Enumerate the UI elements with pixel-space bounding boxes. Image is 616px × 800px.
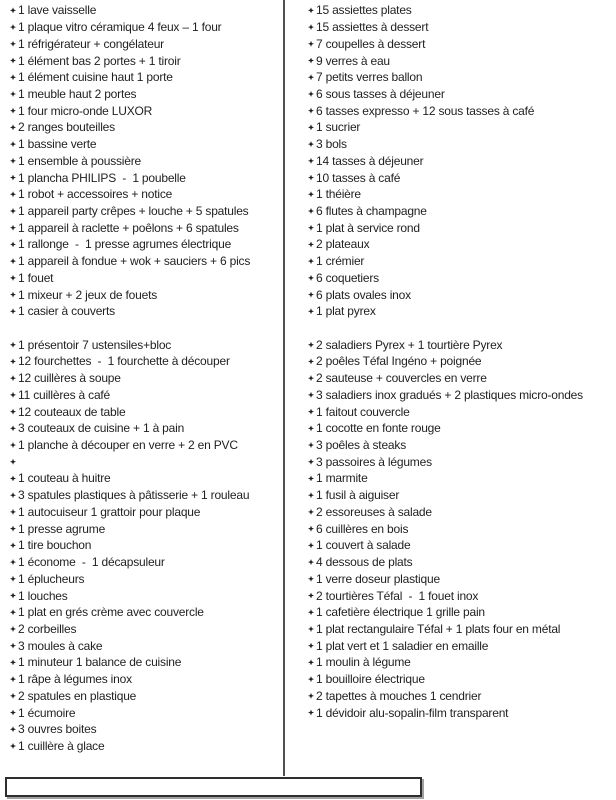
diamond-bullet-icon [10,409,16,415]
list-item-text: 1 ensemble à poussière [18,153,142,168]
diamond-bullet-icon [308,141,314,147]
list-item [10,286,283,303]
list-item-text: 1 couvert à salade [316,538,411,553]
diamond-bullet-icon [308,124,314,130]
list-item-text: 1 rallonge - 1 presse agrumes électrique [18,237,232,252]
list-item-text: 1 lave vaisselle [18,3,97,18]
list-item [308,453,615,470]
list-item-text: 1 cafetière électrique 1 grille pain [316,605,485,620]
list-item [10,370,283,387]
list-item [308,303,615,320]
list-item [10,453,283,470]
list-item [10,102,283,119]
list-item-text: 1 plat en grés crème avec couvercle [18,605,204,620]
list-item [308,102,615,119]
list-item [308,253,615,270]
diamond-bullet-icon [10,743,16,749]
list-item-text: 1 mixeur + 2 jeux de fouets [18,287,158,302]
list-item [308,370,615,387]
diamond-bullet-icon [308,526,314,532]
list-item-text: 1 minuteur 1 balance de cuisine [18,655,182,670]
column-divider-line [283,0,285,776]
diamond-bullet-icon [308,24,314,30]
list-item [308,186,615,203]
list-item [308,270,615,287]
list-item-text: 1 couteau à huitre [18,471,111,486]
list-item [10,236,283,253]
diamond-bullet-icon [10,659,16,665]
list-item-text: 6 cuillères en bois [316,521,409,536]
list-item [10,721,283,738]
diamond-bullet-icon [308,392,314,398]
list-item-text: 11 cuillères à café [18,387,111,402]
list-item-text: 1 plaque vitro céramique 4 feux – 1 four [18,20,222,35]
diamond-bullet-icon [308,559,314,565]
list-item [308,19,615,36]
diamond-bullet-icon [10,392,16,398]
list-item-text: 1 crémier [316,254,365,269]
list-item [10,504,283,521]
list-item-text: 1 fusil à aiguiser [316,488,400,503]
diamond-bullet-icon [308,7,314,13]
list-item [10,336,283,353]
diamond-bullet-icon [10,459,16,465]
inventory-list-left-column [10,2,283,754]
diamond-bullet-icon [10,41,16,47]
list-item [308,387,615,404]
list-item-text: 6 tasses expresso + 12 sous tasses à café [316,103,535,118]
diamond-bullet-icon [308,542,314,548]
list-item-text: 1 robot + accessoires + notice [18,187,173,202]
diamond-bullet-icon [10,425,16,431]
diamond-bullet-icon [308,41,314,47]
diamond-bullet-icon [308,108,314,114]
diamond-bullet-icon [308,258,314,264]
list-item [308,654,615,671]
list-item-text: 1 réfrigérateur + congélateur [18,36,164,51]
diamond-bullet-icon [10,526,16,532]
list-item-text: 15 assiettes plates [316,3,412,18]
diamond-bullet-icon [10,241,16,247]
list-item-text: 1 presse agrume [18,521,106,536]
list-item [308,152,615,169]
list-item [308,86,615,103]
list-item-text: 3 bols [316,137,347,152]
diamond-bullet-icon [10,191,16,197]
list-item-text: 1 appareil party crêpes + louche + 5 spatules [18,203,249,218]
list-item [308,353,615,370]
list-spacer [10,320,283,337]
diamond-bullet-icon [308,442,314,448]
list-item [10,2,283,19]
diamond-bullet-icon [10,559,16,565]
list-item [10,52,283,69]
list-item [308,537,615,554]
list-item [10,86,283,103]
inventory-list-right-column [308,2,615,721]
list-item-text: 1 louches [18,588,68,603]
list-item-text: 1 plancha PHILIPS - 1 poubelle [18,170,186,185]
diamond-bullet-icon [10,208,16,214]
list-item [308,554,615,571]
list-item-text: 2 ranges bouteilles [18,120,115,135]
list-item-text: 2 plateaux [316,237,370,252]
list-item [308,587,615,604]
list-item-text: 2 tourtières Téfal - 1 fouet inox [316,588,479,603]
diamond-bullet-icon [10,342,16,348]
list-item-text: 1 éplucheurs [18,571,85,586]
list-item-text: 1 économe - 1 décapsuleur [18,555,165,570]
list-item-text: 1 marmite [316,471,368,486]
list-item-text: 2 poêles Téfal Ingéno + poignée [316,354,482,369]
list-item [308,136,615,153]
empty-table-cell-box [5,777,422,797]
list-item [308,637,615,654]
diamond-bullet-icon [308,626,314,632]
diamond-bullet-icon [308,676,314,682]
list-item-text: 14 tasses à déjeuner [316,153,424,168]
list-item [10,704,283,721]
diamond-bullet-icon [10,58,16,64]
list-item-text: 3 couteaux de cuisine + 1 à pain [18,421,185,436]
diamond-bullet-icon [10,710,16,716]
list-item-text: 9 verres à eau [316,53,390,68]
list-item [308,704,615,721]
list-item-text: 12 couteaux de table [18,404,126,419]
list-item [10,554,283,571]
list-spacer [308,320,615,337]
list-item-text: 1 théière [316,187,361,202]
diamond-bullet-icon [10,576,16,582]
diamond-bullet-icon [308,58,314,64]
diamond-bullet-icon [308,208,314,214]
diamond-bullet-icon [308,643,314,649]
list-item-text: 3 ouvres boites [18,722,97,737]
list-item-text: 3 moules à cake [18,638,103,653]
list-item [10,587,283,604]
list-item-text: 1 présentoir 7 ustensiles+bloc [18,337,172,352]
diamond-bullet-icon [10,643,16,649]
list-item [308,671,615,688]
diamond-bullet-icon [10,175,16,181]
diamond-bullet-icon [10,258,16,264]
list-item [10,152,283,169]
diamond-bullet-icon [308,91,314,97]
list-item [10,169,283,186]
diamond-bullet-icon [308,191,314,197]
diamond-bullet-icon [308,308,314,314]
diamond-bullet-icon [308,375,314,381]
list-item-text: 1 cocotte en fonte rouge [316,421,441,436]
list-item [10,219,283,236]
diamond-bullet-icon [308,593,314,599]
diamond-bullet-icon [10,375,16,381]
list-item [10,621,283,638]
list-item-text: 1 plat vert et 1 saladier en emaille [316,638,489,653]
diamond-bullet-icon [10,492,16,498]
diamond-bullet-icon [308,693,314,699]
list-item-text: 6 plats ovales inox [316,287,411,302]
list-item [308,286,615,303]
list-item [308,504,615,521]
list-item-text: 7 petits verres ballon [316,70,423,85]
diamond-bullet-icon [10,693,16,699]
diamond-bullet-icon [308,241,314,247]
list-item-text: 1 râpe à légumes inox [18,672,132,687]
diamond-bullet-icon [308,492,314,498]
list-item [10,203,283,220]
diamond-bullet-icon [308,225,314,231]
list-item [308,219,615,236]
list-item [10,253,283,270]
diamond-bullet-icon [308,576,314,582]
list-item-text: 2 tapettes à mouches 1 cendrier [316,688,482,703]
list-item-text: 1 appareil à raclette + poêlons + 6 spatules [18,220,239,235]
list-item [10,537,283,554]
list-item [10,520,283,537]
diamond-bullet-icon [10,141,16,147]
diamond-bullet-icon [10,91,16,97]
list-item [308,35,615,52]
list-item [10,604,283,621]
list-item-text: 2 essoreuses à salade [316,504,432,519]
diamond-bullet-icon [308,710,314,716]
diamond-bullet-icon [10,108,16,114]
list-item [308,487,615,504]
list-item [308,470,615,487]
list-item [10,654,283,671]
list-item [10,69,283,86]
list-item [308,236,615,253]
list-item-text: 2 corbeilles [18,621,77,636]
list-item [10,19,283,36]
diamond-bullet-icon [10,292,16,298]
list-item [308,203,615,220]
list-item-text: 1 verre doseur plastique [316,571,440,586]
list-item-text: 15 assiettes à dessert [316,20,429,35]
list-item [308,570,615,587]
list-item-text: 1 casier à couverts [18,304,115,319]
diamond-bullet-icon [10,308,16,314]
list-item [308,69,615,86]
list-item [10,403,283,420]
list-item [10,437,283,454]
list-item-text: 3 spatules plastiques à pâtisserie + 1 rouleau [18,488,250,503]
list-item-text: 1 faitout couvercle [316,404,410,419]
list-item [308,687,615,704]
list-item-text: 6 sous tasses à déjeuner [316,86,445,101]
diamond-bullet-icon [10,726,16,732]
list-item-text: 3 passoires à légumes [316,454,432,469]
diamond-bullet-icon [308,158,314,164]
diamond-bullet-icon [10,676,16,682]
list-item [10,303,283,320]
list-item-text: 1 écumoire [18,705,76,720]
list-item-text: 1 fouet [18,270,54,285]
list-item [10,470,283,487]
list-item-text: 3 saladiers inox gradués + 2 plastiques micro-ondes [316,387,583,402]
list-item-text: 1 dévidoir alu-sopalin-film transparent [316,705,509,720]
list-item-text: 1 planche à découper en verre + 2 en PVC [18,438,238,453]
list-item [308,604,615,621]
diamond-bullet-icon [308,342,314,348]
diamond-bullet-icon [10,225,16,231]
list-item [10,570,283,587]
list-item-text: 1 bassine verte [18,137,97,152]
list-item [308,437,615,454]
list-item-text: 6 flutes à champagne [316,203,427,218]
diamond-bullet-icon [308,275,314,281]
diamond-bullet-icon [10,609,16,615]
diamond-bullet-icon [308,475,314,481]
list-item-text: 1 élément cuisine haut 1 porte [18,70,173,85]
list-item-text: 2 sauteuse + couvercles en verre [316,371,487,386]
list-item [308,403,615,420]
diamond-bullet-icon [308,409,314,415]
list-item [10,671,283,688]
list-item [10,387,283,404]
list-item-text: 1 tire bouchon [18,538,92,553]
list-item [308,420,615,437]
list-item-text: 1 appareil à fondue + wok + sauciers + 6 pics [18,254,251,269]
list-item-text: 1 bouilloire électrique [316,672,425,687]
list-item-text: 1 plat pyrex [316,304,376,319]
diamond-bullet-icon [308,74,314,80]
diamond-bullet-icon [10,475,16,481]
list-item-text: 1 élément bas 2 portes + 1 tiroir [18,53,181,68]
diamond-bullet-icon [308,175,314,181]
diamond-bullet-icon [308,459,314,465]
diamond-bullet-icon [10,74,16,80]
diamond-bullet-icon [308,659,314,665]
list-item-text: 1 plat à service rond [316,220,420,235]
list-item-text: 12 fourchettes - 1 fourchette à découper [18,354,230,369]
list-item [308,119,615,136]
diamond-bullet-icon [10,158,16,164]
list-item-text: 4 dessous de plats [316,555,413,570]
list-item-text: 1 sucrier [316,120,361,135]
diamond-bullet-icon [10,626,16,632]
diamond-bullet-icon [10,358,16,364]
diamond-bullet-icon [308,609,314,615]
list-item-text: 7 coupelles à dessert [316,36,426,51]
diamond-bullet-icon [10,7,16,13]
diamond-bullet-icon [10,24,16,30]
diamond-bullet-icon [308,509,314,515]
diamond-bullet-icon [10,509,16,515]
list-item [10,35,283,52]
diamond-bullet-icon [308,292,314,298]
list-item-text: 10 tasses à café [316,170,401,185]
list-item [10,270,283,287]
list-item-text: 1 moulin à légume [316,655,411,670]
list-item [308,336,615,353]
list-item-text: 2 spatules en plastique [18,688,137,703]
list-item [10,136,283,153]
list-item [308,169,615,186]
diamond-bullet-icon [10,124,16,130]
diamond-bullet-icon [10,593,16,599]
list-item [10,738,283,755]
diamond-bullet-icon [308,358,314,364]
list-item-text: 6 coquetiers [316,270,379,285]
list-item [10,119,283,136]
list-item [308,520,615,537]
list-item-text: 3 poêles à steaks [316,438,406,453]
list-item [10,353,283,370]
list-item-text: 1 meuble haut 2 portes [18,86,137,101]
list-item [10,487,283,504]
list-item [10,637,283,654]
list-item [10,420,283,437]
diamond-bullet-icon [10,275,16,281]
list-item [308,2,615,19]
list-item-text: 1 plat rectangulaire Téfal + 1 plats four en métal [316,621,561,636]
list-item [10,186,283,203]
list-item [308,52,615,69]
list-item-text: 1 autocuiseur 1 grattoir pour plaque [18,504,201,519]
diamond-bullet-icon [10,542,16,548]
diamond-bullet-icon [308,425,314,431]
list-item-text: 2 saladiers Pyrex + 1 tourtière Pyrex [316,337,503,352]
diamond-bullet-icon [10,442,16,448]
list-item-text: 1 four micro-onde LUXOR [18,103,153,118]
list-item [10,687,283,704]
list-item [308,621,615,638]
list-item-text: 1 cuillère à glace [18,738,105,753]
list-item-text: 12 cuillères à soupe [18,371,121,386]
